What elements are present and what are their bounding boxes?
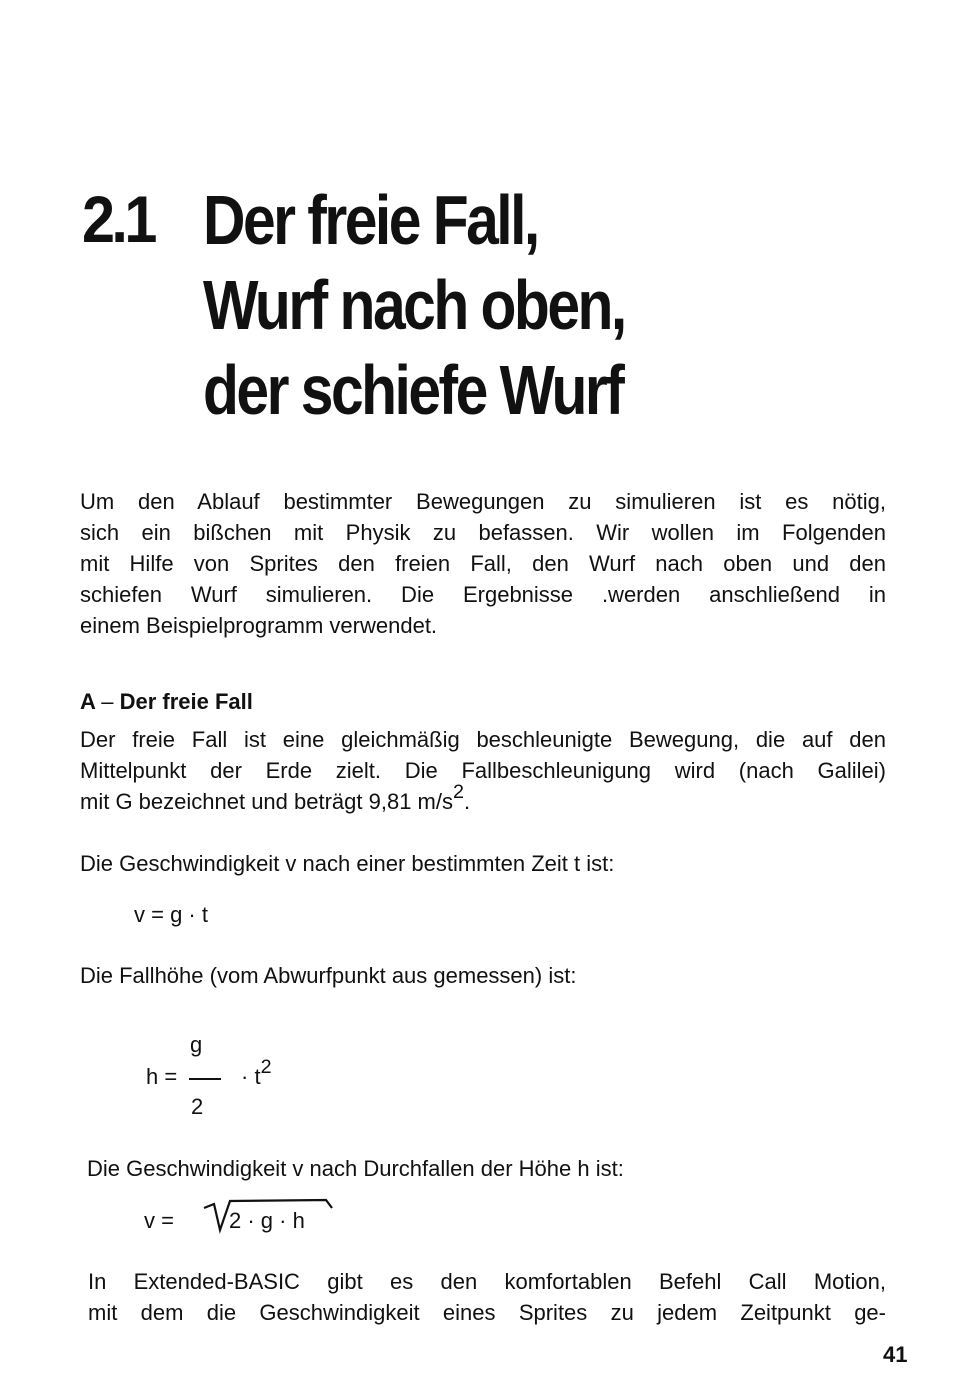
intro-line: mit Hilfe von Sprites den freien Fall, den Wurf nach oben und den	[80, 551, 886, 576]
subsection-heading	[80, 686, 253, 717]
intro-paragraph	[80, 486, 886, 641]
velocity-text: Die Geschwindigkeit v nach einer bestimmten Zeit t ist:	[80, 851, 615, 876]
formula-lhs: h =	[146, 1064, 178, 1089]
fraction-bar	[189, 1078, 221, 1080]
basic-paragraph	[88, 1266, 886, 1328]
formula-denominator: 2	[191, 1094, 204, 1119]
section-title-line: Der freie Fall,	[203, 181, 538, 259]
velocity-height-text: Die Geschwindigkeit v nach Durchfallen der Höhe h ist:	[87, 1156, 624, 1181]
superscript: 2	[452, 780, 464, 803]
formula-sqrt-lhs: v =	[144, 1208, 174, 1233]
basic-line: mit dem die Geschwindigkeit eines Sprites zu jedem Zeitpunkt ge-	[88, 1300, 886, 1325]
height-text: Die Fallhöhe (vom Abwurfpunkt aus gemessen) ist:	[80, 963, 577, 988]
subsection-dash: –	[101, 689, 114, 714]
section-title	[203, 178, 625, 433]
section-title-line: Wurf nach oben,	[203, 266, 625, 344]
formula-velocity: v = g · t	[134, 902, 208, 927]
free-fall-line-last	[80, 780, 886, 817]
intro-line: Um den Ablauf bestimmter Bewegungen zu simulieren ist es nötig,	[80, 489, 886, 514]
formula-times-t	[241, 1055, 272, 1090]
intro-line: schiefen Wurf simulieren. Die Ergebnisse .werden anschließend in	[80, 582, 886, 607]
formula-times: · t	[241, 1064, 261, 1089]
formula-numerator: g	[190, 1032, 203, 1057]
intro-line: sich ein bißchen mit Physik zu befassen. Wir wollen im Folgenden	[80, 520, 886, 545]
free-fall-paragraph	[80, 724, 886, 817]
free-fall-line: Der freie Fall ist eine gleichmäßig beschleunigte Bewegung, die auf den	[80, 727, 886, 752]
basic-line: In Extended-BASIC gibt es den komfortablen Befehl Call Motion,	[88, 1269, 886, 1294]
subsection-label: A	[80, 689, 96, 714]
intro-line: einem Beispielprogramm verwendet.	[80, 613, 438, 638]
free-fall-line: Mittelpunkt der Erde zielt. Die Fallbeschleunigung wird (nach Galilei)	[80, 758, 886, 783]
formula-radicand: 2 · g · h	[229, 1208, 305, 1233]
period: .	[464, 789, 471, 814]
formula-exponent: 2	[260, 1055, 272, 1078]
page-number: 41	[883, 1342, 908, 1367]
section-number: 2.1	[82, 182, 154, 256]
free-fall-line: mit G bezeichnet und beträgt 9,81 m/s	[80, 789, 453, 814]
subsection-title: Der freie Fall	[119, 689, 253, 714]
section-title-line: der schiefe Wurf	[203, 351, 623, 429]
